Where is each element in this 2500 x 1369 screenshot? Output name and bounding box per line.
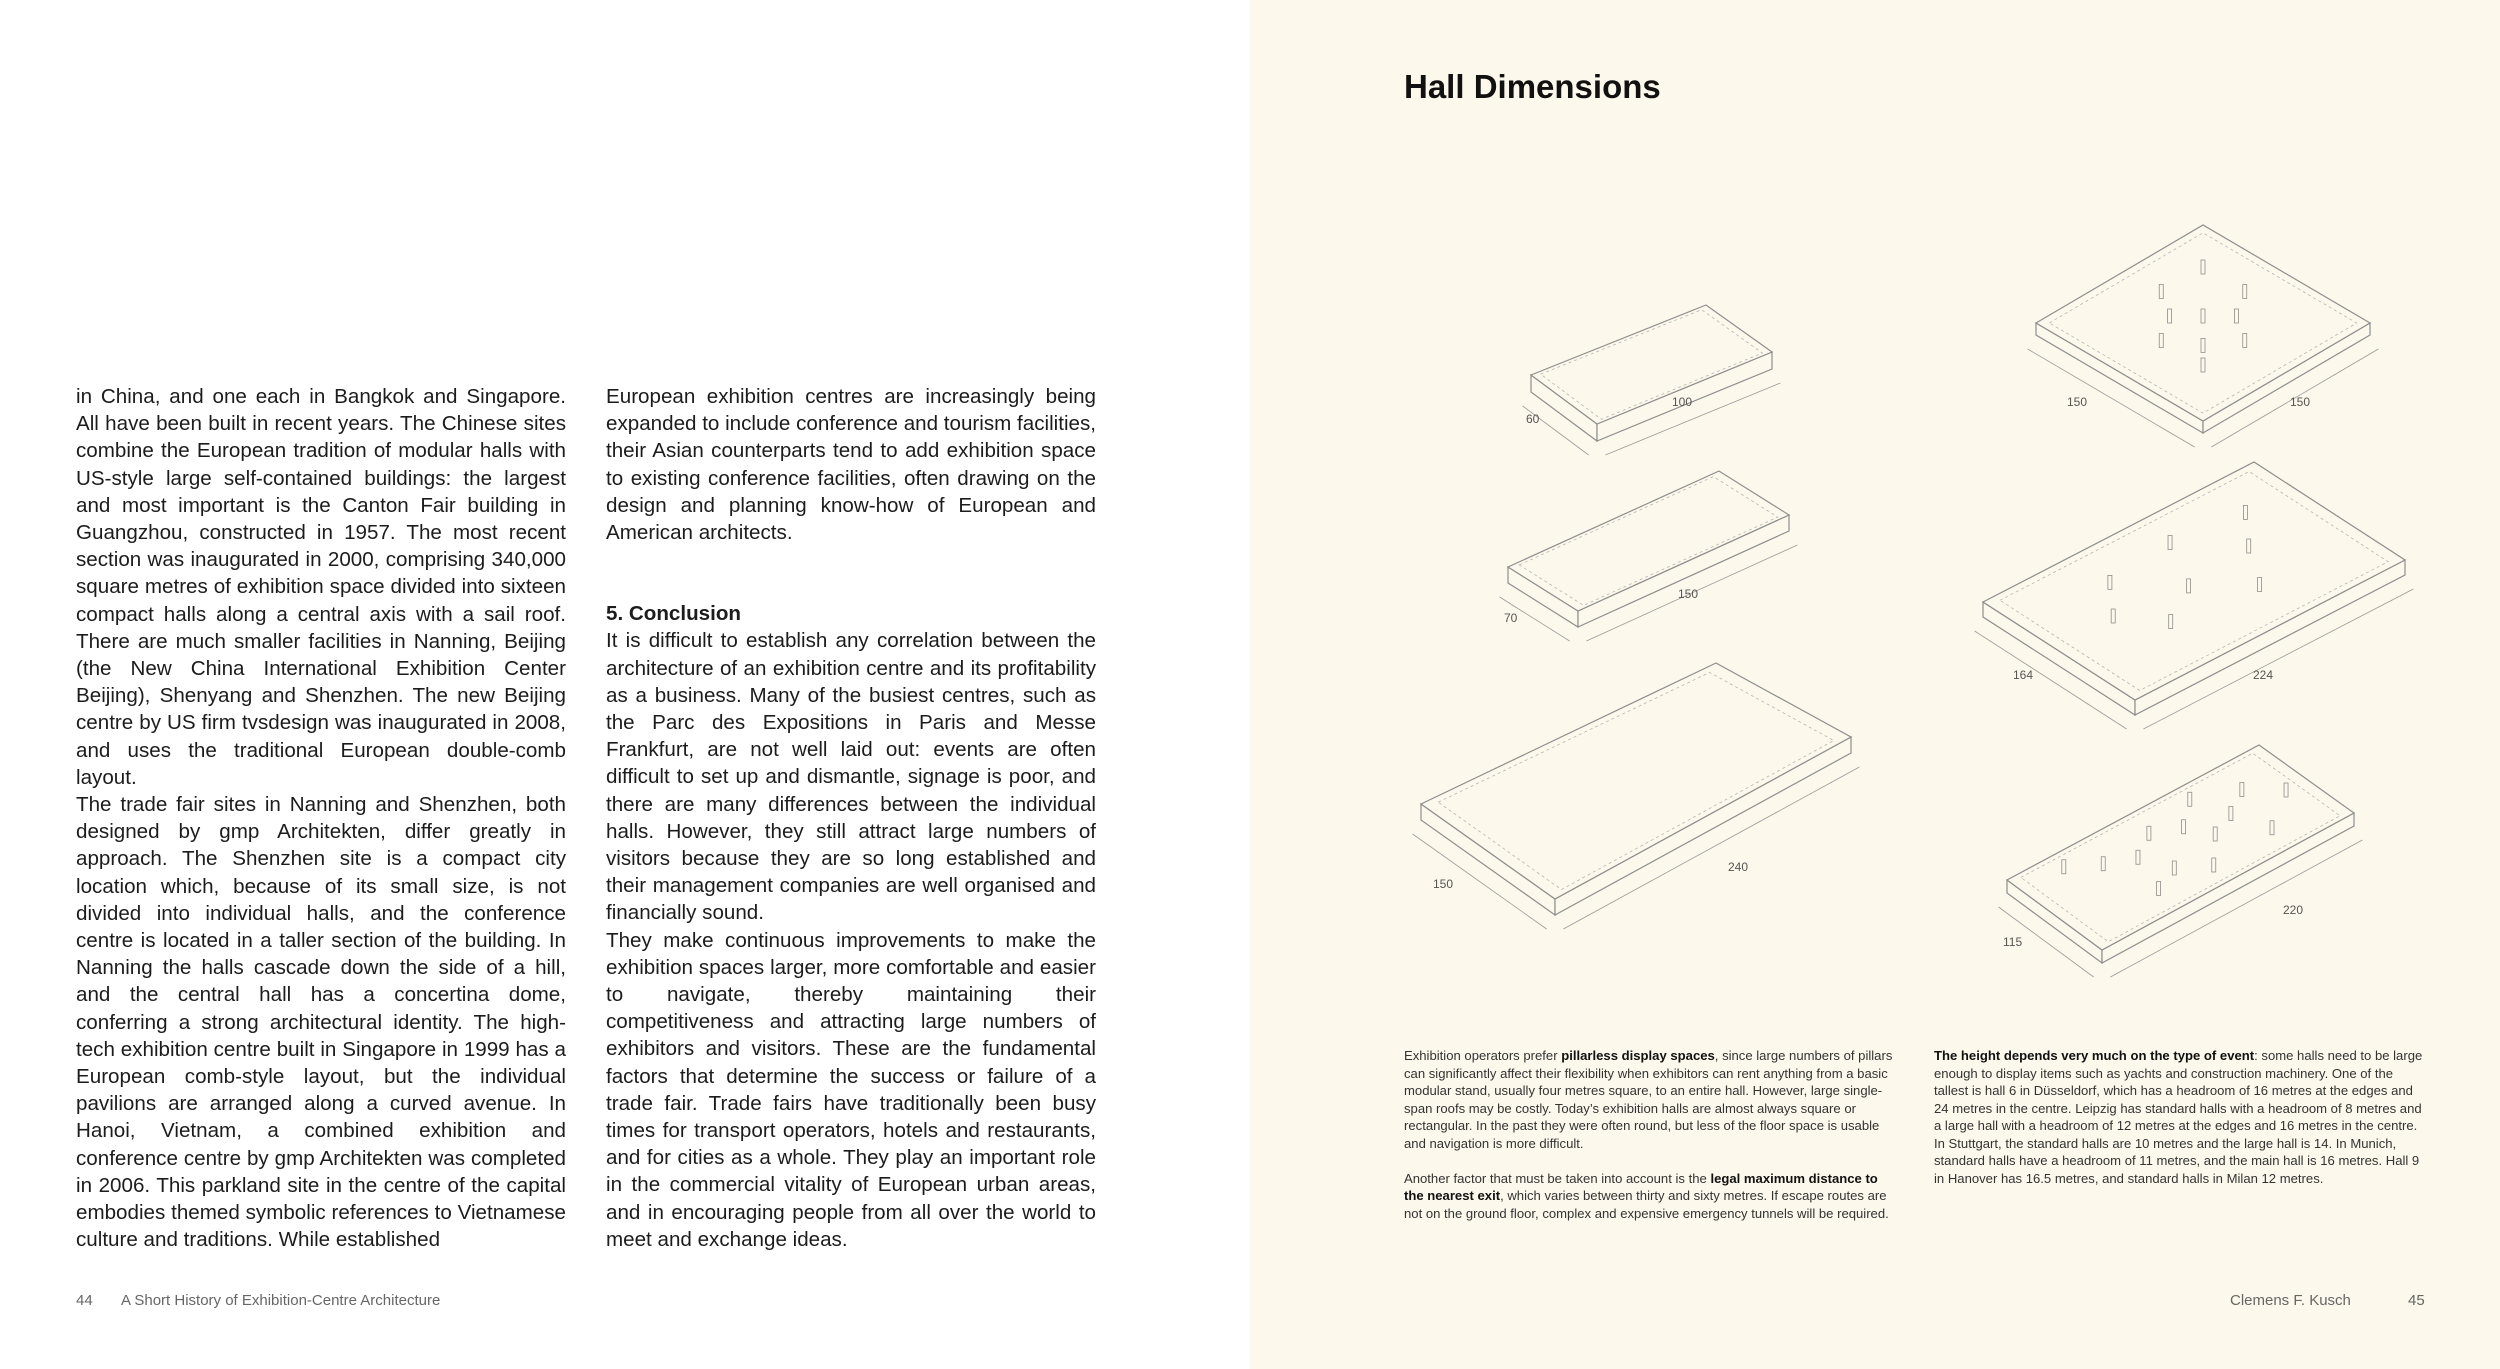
pillar — [2159, 285, 2163, 299]
pillar — [2201, 338, 2205, 352]
dimension-label-width: 150 — [2067, 395, 2088, 409]
pillar — [2213, 827, 2217, 841]
pillar — [2201, 358, 2205, 372]
dimension-label-length: 220 — [2283, 903, 2304, 917]
body-paragraph: They make continuous improvements to make the exhibition spaces larger, more comfortable and easier to navigate, thereby maintaining their competitiveness and attracting large numbers of exhibitors and visitors. These are the fundamental factors that determine the success or failure of a trade fair. Trade fairs have traditionally been busy times for transport operators, hotels and restaurants, and for cities as a whole. They play an important role in the commercial vitality of European urban areas, and in encouraging people from all over the world to meet and exchange ideas. — [606, 928, 1096, 1251]
dimension-label-width: 164 — [2013, 668, 2034, 682]
pillar — [2243, 285, 2247, 299]
pillar — [2284, 783, 2288, 797]
pillar — [2108, 575, 2112, 589]
dimension-label-length: 150 — [2290, 395, 2311, 409]
pillar — [2188, 792, 2192, 806]
pillar — [2168, 536, 2172, 550]
pillar — [2243, 334, 2247, 348]
dimension-label-length: 224 — [2253, 668, 2274, 682]
pillar — [2159, 334, 2163, 348]
pillar — [2147, 826, 2151, 840]
page-title: Hall Dimensions — [1404, 68, 1661, 105]
pillar — [2169, 615, 2173, 629]
page-number-right: 45 — [2408, 1292, 2425, 1309]
caption-emphasis: legal maximum distance to the nearest exit — [1404, 1170, 1878, 1203]
caption-paragraph: Another factor that must be taken into account is the legal maximum distance to the nearest exit, which varies between thirty and sixty metres. If escape routes are not on the ground floor, complex and expensive emergency tunnels will be required. — [1404, 1170, 1889, 1221]
pillar — [2247, 539, 2251, 553]
pillar — [2157, 882, 2161, 896]
pillar — [2212, 858, 2216, 872]
hall-diagram — [1500, 471, 1798, 641]
pillar — [2168, 309, 2172, 323]
pillar — [2187, 579, 2191, 593]
running-title: A Short History of Exhibition-Centre Architecture — [121, 1292, 441, 1309]
dimension-label-width: 70 — [1504, 611, 1518, 625]
hall-diagram — [1523, 305, 1781, 455]
caption-right — [1934, 1047, 2424, 1187]
body-paragraph: European exhibition centres are increasingly being expanded to include conference and tourism facilities, their Asian counterparts tend to add exhibition space to existing conference facilities, often drawing on the design and planning know-how of European and American architects. — [606, 385, 1096, 545]
hall-diagram — [1999, 745, 2363, 977]
pillar — [2270, 821, 2274, 835]
author-name: Clemens F. Kusch — [2230, 1292, 2351, 1309]
section-heading: 5. Conclusion — [606, 602, 742, 626]
dimension-label-length: 240 — [1728, 860, 1749, 874]
pillar — [2243, 505, 2247, 519]
body-paragraph: in China, and one each in Bangkok and Singapore. All have been built in recent years. The Chinese sites combine the European tradition of modular halls with US-style large self-contained buildings: the largest and most important is the Canton Fair building in Guangzhou, constructed in 1957. The most recent section was inaugurated in 2000, comprising 340,000 square metres of exhibition space divided into sixteen compact halls along a central axis with a sail roof. There are much smaller facilities in Nanning, Beijing (the New China International Exhibition Center Beijing), Shenyang and Shenzhen. The new Beijing centre by US firm tvsdesign was inaugurated in 2008, and uses the traditional European double-comb layout. — [76, 385, 566, 789]
body-paragraph: The trade fair sites in Nanning and Shenzhen, both designed by gmp Architekten, differ greatly in approach. The Shenzhen site is a compact city location which, because of its small size, is not divided into individual halls, and the conference centre is located in a taller section of the building. In Nanning the halls cascade down the side of a hill, and the central hall has a concertina dome, conferring a strong architectural identity. The high-tech exhibition centre built in Singapore in 1999 has a European comb-style layout, but the individual pavilions are arranged along a curved avenue. In Hanoi, Vietnam, a combined exhibition and conference centre by gmp Architekten was completed in 2006. This parkland site in the centre of the capital embodies themed symbolic references to Vietnamese culture and traditions. While established — [76, 793, 566, 1252]
pillar — [2201, 309, 2205, 323]
pillar — [2172, 861, 2176, 875]
dimension-label-length: 150 — [1678, 587, 1699, 601]
text-column-1 — [76, 383, 566, 1254]
pillar — [2101, 857, 2105, 871]
hall-diagram — [1975, 462, 2414, 729]
dimension-label-width: 60 — [1526, 412, 1540, 426]
pillar — [2240, 783, 2244, 797]
caption-emphasis: The height depends very much on the type of event — [1934, 1048, 2255, 1063]
body-paragraph: It is difficult to establish any correlation between the architecture of an exhibition centre and its profitability as a business. Many of the busiest centres, such as the Parc des Expositions in Paris and Messe Frankfurt, are not well laid out: events are often difficult to set up and dismantle, signage is poor, and there are many differences between the individual halls. However, they still attract large numbers of visitors because they are so long established and their management companies are well organised and financially sound. — [606, 629, 1096, 925]
pillar — [2111, 609, 2115, 623]
caption-emphasis: pillarless display spaces — [1561, 1048, 1715, 1063]
pillar — [2258, 578, 2262, 592]
dimension-label-width: 115 — [2003, 935, 2023, 949]
dimension-label-length: 100 — [1672, 395, 1693, 409]
pillar — [2229, 807, 2233, 821]
pillar — [2062, 860, 2066, 874]
caption-left — [1404, 1047, 1894, 1222]
page-number-left: 44 — [76, 1292, 93, 1309]
pillar — [2234, 309, 2238, 323]
pillar — [2201, 260, 2205, 274]
hall-diagram — [2028, 225, 2379, 447]
dimension-label-width: 150 — [1433, 877, 1454, 891]
caption-paragraph: The height depends very much on the type of event: some halls need to be large enough to display items such as yachts and construction machinery. One of the tallest is hall 6 in Düsseldorf, which has a headroom of 16 metres at the edges and 24 metres in the centre. Leipzig has standard halls with a headroom of 8 metres and a large hall with a headroom of 12 metres at the edges and 16 metres in the centre. In Stuttgart, the standard halls are 10 metres and the large hall is 14. In Munich, standard halls have a headroom of 11 metres, and the main hall is 16 metres. Hall 9 in Hanover has 16.5 metres, and standard halls in Milan 12 metres. — [1934, 1048, 2423, 1186]
caption-paragraph: Exhibition operators prefer pillarless display spaces, since large numbers of pillars can significantly affect their flexibility when exhibitors can rent anything from a basic modular stand, usually four metres square, to an entire hall. However, large single-span roofs may be costly. Today’s exhibition halls are almost always square or rectangular. In the past they were often round, but less of the floor space is usable and navigation is more difficult. — [1404, 1048, 1893, 1151]
pillar — [2182, 820, 2186, 834]
pillar — [2136, 850, 2140, 864]
hall-diagram — [1413, 663, 1860, 929]
text-column-2 — [606, 383, 1096, 1253]
